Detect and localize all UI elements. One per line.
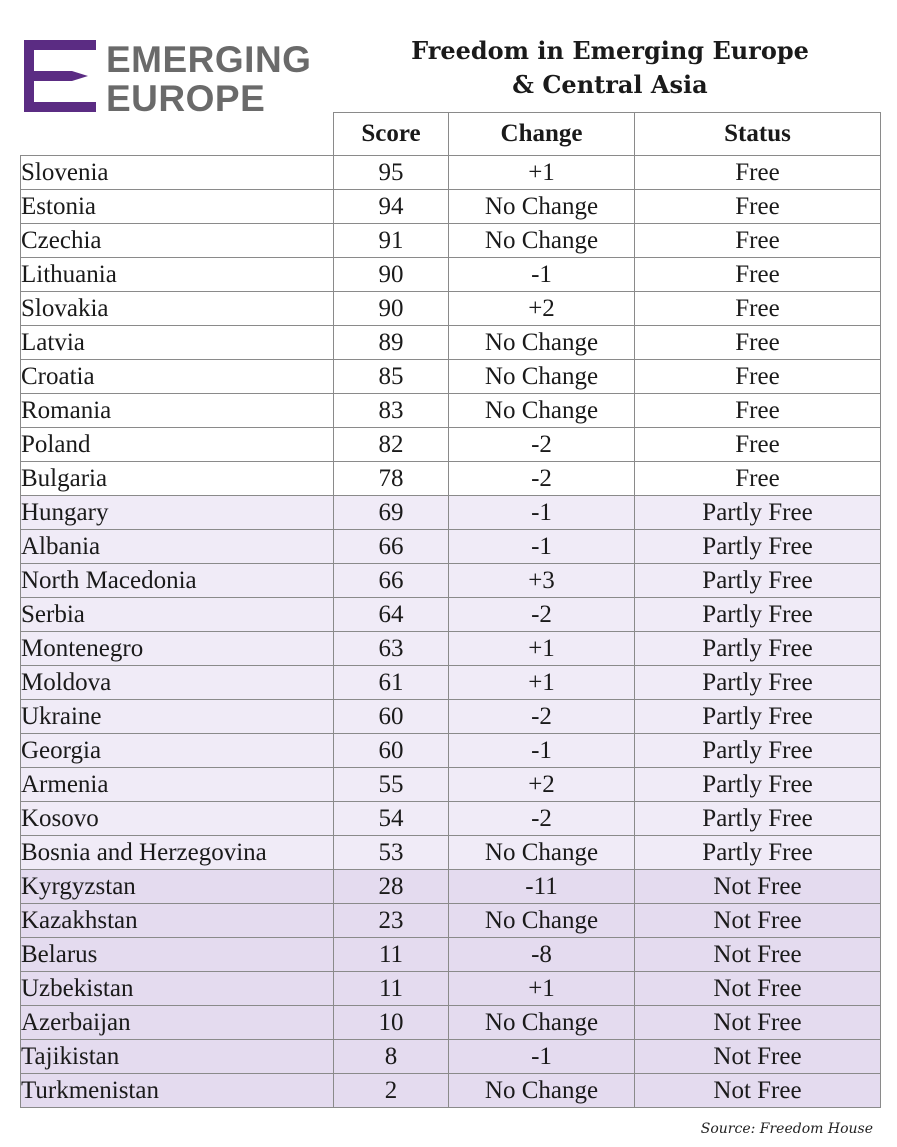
country-cell: Latvia: [21, 326, 334, 360]
change-cell: +2: [449, 768, 635, 802]
table-row: [21, 292, 881, 326]
status-cell: Free: [635, 428, 881, 462]
status-cell: Partly Free: [635, 734, 881, 768]
change-cell: -2: [449, 802, 635, 836]
status-cell: Free: [635, 360, 881, 394]
score-cell: 66: [334, 530, 449, 564]
country-cell: Kazakhstan: [21, 904, 334, 938]
country-cell: Armenia: [21, 768, 334, 802]
country-cell: Poland: [21, 428, 334, 462]
status-cell: Not Free: [635, 870, 881, 904]
change-cell: No Change: [449, 1074, 635, 1108]
country-cell: North Macedonia: [21, 564, 334, 598]
change-cell: -2: [449, 428, 635, 462]
country-cell: Estonia: [21, 190, 334, 224]
header-status: Status: [635, 113, 881, 156]
score-cell: 91: [334, 224, 449, 258]
status-cell: Not Free: [635, 938, 881, 972]
status-cell: Not Free: [635, 972, 881, 1006]
status-cell: Not Free: [635, 904, 881, 938]
score-cell: 83: [334, 394, 449, 428]
logo-text-line2: EUROPE: [106, 78, 266, 119]
status-cell: Partly Free: [635, 768, 881, 802]
table-row: [21, 258, 881, 292]
table-row: [21, 938, 881, 972]
table-row: [21, 224, 881, 258]
status-cell: Partly Free: [635, 530, 881, 564]
header-change: Change: [449, 113, 635, 156]
table-row: [21, 496, 881, 530]
change-cell: No Change: [449, 1006, 635, 1040]
chart-title-line1: Freedom in Emerging Europe: [411, 36, 809, 65]
source-note: Source: Freedom House: [700, 1121, 873, 1137]
score-cell: 28: [334, 870, 449, 904]
table-row: [21, 904, 881, 938]
score-cell: 54: [334, 802, 449, 836]
status-cell: Partly Free: [635, 496, 881, 530]
score-cell: 95: [334, 156, 449, 190]
change-cell: -8: [449, 938, 635, 972]
country-cell: Montenegro: [21, 632, 334, 666]
country-cell: Hungary: [21, 496, 334, 530]
change-cell: -2: [449, 462, 635, 496]
chart-title-line2: & Central Asia: [512, 70, 708, 99]
score-cell: 90: [334, 258, 449, 292]
table-row: [21, 530, 881, 564]
table-row: [21, 598, 881, 632]
score-cell: 11: [334, 938, 449, 972]
country-cell: Turkmenistan: [21, 1074, 334, 1108]
score-cell: 10: [334, 1006, 449, 1040]
status-cell: Free: [635, 394, 881, 428]
status-cell: Free: [635, 292, 881, 326]
country-cell: Albania: [21, 530, 334, 564]
country-cell: Belarus: [21, 938, 334, 972]
status-cell: Partly Free: [635, 564, 881, 598]
table-row: [21, 632, 881, 666]
change-cell: No Change: [449, 394, 635, 428]
status-cell: Free: [635, 462, 881, 496]
header-score: Score: [334, 113, 449, 156]
change-cell: +1: [449, 666, 635, 700]
change-cell: -1: [449, 530, 635, 564]
change-cell: No Change: [449, 224, 635, 258]
status-cell: Partly Free: [635, 700, 881, 734]
change-cell: -1: [449, 1040, 635, 1074]
country-cell: Serbia: [21, 598, 334, 632]
score-cell: 23: [334, 904, 449, 938]
country-cell: Croatia: [21, 360, 334, 394]
country-cell: Czechia: [21, 224, 334, 258]
country-cell: Azerbaijan: [21, 1006, 334, 1040]
change-cell: No Change: [449, 836, 635, 870]
status-cell: Partly Free: [635, 632, 881, 666]
change-cell: -2: [449, 700, 635, 734]
score-cell: 94: [334, 190, 449, 224]
change-cell: No Change: [449, 190, 635, 224]
score-cell: 8: [334, 1040, 449, 1074]
change-cell: +3: [449, 564, 635, 598]
country-cell: Slovakia: [21, 292, 334, 326]
table-row: [21, 1006, 881, 1040]
table-body: [21, 156, 881, 1108]
table-row: [21, 972, 881, 1006]
score-cell: 2: [334, 1074, 449, 1108]
emerging-europe-logo-mark-icon: [22, 38, 100, 116]
country-cell: Moldova: [21, 666, 334, 700]
country-cell: Bulgaria: [21, 462, 334, 496]
country-cell: Kyrgyzstan: [21, 870, 334, 904]
emerging-europe-logo: [22, 38, 322, 118]
table-row: [21, 462, 881, 496]
change-cell: No Change: [449, 326, 635, 360]
score-cell: 61: [334, 666, 449, 700]
table-row: [21, 700, 881, 734]
logo-text-line1: EMERGING: [106, 39, 312, 80]
score-cell: 66: [334, 564, 449, 598]
table-row: [21, 394, 881, 428]
country-cell: Slovenia: [21, 156, 334, 190]
score-cell: 85: [334, 360, 449, 394]
score-cell: 63: [334, 632, 449, 666]
table-row: [21, 768, 881, 802]
country-cell: Bosnia and Herzegovina: [21, 836, 334, 870]
score-cell: 78: [334, 462, 449, 496]
table-row: [21, 564, 881, 598]
change-cell: +1: [449, 156, 635, 190]
score-cell: 11: [334, 972, 449, 1006]
score-cell: 89: [334, 326, 449, 360]
table-row: [21, 666, 881, 700]
status-cell: Partly Free: [635, 666, 881, 700]
status-cell: Not Free: [635, 1040, 881, 1074]
change-cell: -1: [449, 734, 635, 768]
score-cell: 60: [334, 700, 449, 734]
change-cell: No Change: [449, 360, 635, 394]
score-cell: 82: [334, 428, 449, 462]
table-row: [21, 836, 881, 870]
score-cell: 60: [334, 734, 449, 768]
country-cell: Georgia: [21, 734, 334, 768]
change-cell: -1: [449, 258, 635, 292]
change-cell: -1: [449, 496, 635, 530]
table-row: [21, 428, 881, 462]
country-cell: Kosovo: [21, 802, 334, 836]
status-cell: Partly Free: [635, 802, 881, 836]
chart-title: [340, 34, 880, 102]
status-cell: Partly Free: [635, 836, 881, 870]
status-cell: Free: [635, 326, 881, 360]
country-cell: Ukraine: [21, 700, 334, 734]
table-row: [21, 802, 881, 836]
country-cell: Tajikistan: [21, 1040, 334, 1074]
table-row: [21, 1040, 881, 1074]
freedom-table: [20, 112, 881, 1108]
status-cell: Not Free: [635, 1074, 881, 1108]
table-row: [21, 326, 881, 360]
country-cell: Uzbekistan: [21, 972, 334, 1006]
score-cell: 90: [334, 292, 449, 326]
change-cell: -2: [449, 598, 635, 632]
status-cell: Free: [635, 190, 881, 224]
header-country-blank: [21, 113, 334, 156]
table-row: [21, 870, 881, 904]
country-cell: Lithuania: [21, 258, 334, 292]
table-row: [21, 156, 881, 190]
change-cell: +1: [449, 972, 635, 1006]
score-cell: 53: [334, 836, 449, 870]
status-cell: Partly Free: [635, 598, 881, 632]
table-row: [21, 1074, 881, 1108]
table-row: [21, 734, 881, 768]
status-cell: Free: [635, 156, 881, 190]
country-cell: Romania: [21, 394, 334, 428]
status-cell: Free: [635, 258, 881, 292]
change-cell: +2: [449, 292, 635, 326]
change-cell: +1: [449, 632, 635, 666]
status-cell: Not Free: [635, 1006, 881, 1040]
table-row: [21, 190, 881, 224]
change-cell: No Change: [449, 904, 635, 938]
table-row: [21, 360, 881, 394]
score-cell: 69: [334, 496, 449, 530]
score-cell: 55: [334, 768, 449, 802]
table-header-row: [21, 113, 881, 156]
status-cell: Free: [635, 224, 881, 258]
score-cell: 64: [334, 598, 449, 632]
change-cell: -11: [449, 870, 635, 904]
